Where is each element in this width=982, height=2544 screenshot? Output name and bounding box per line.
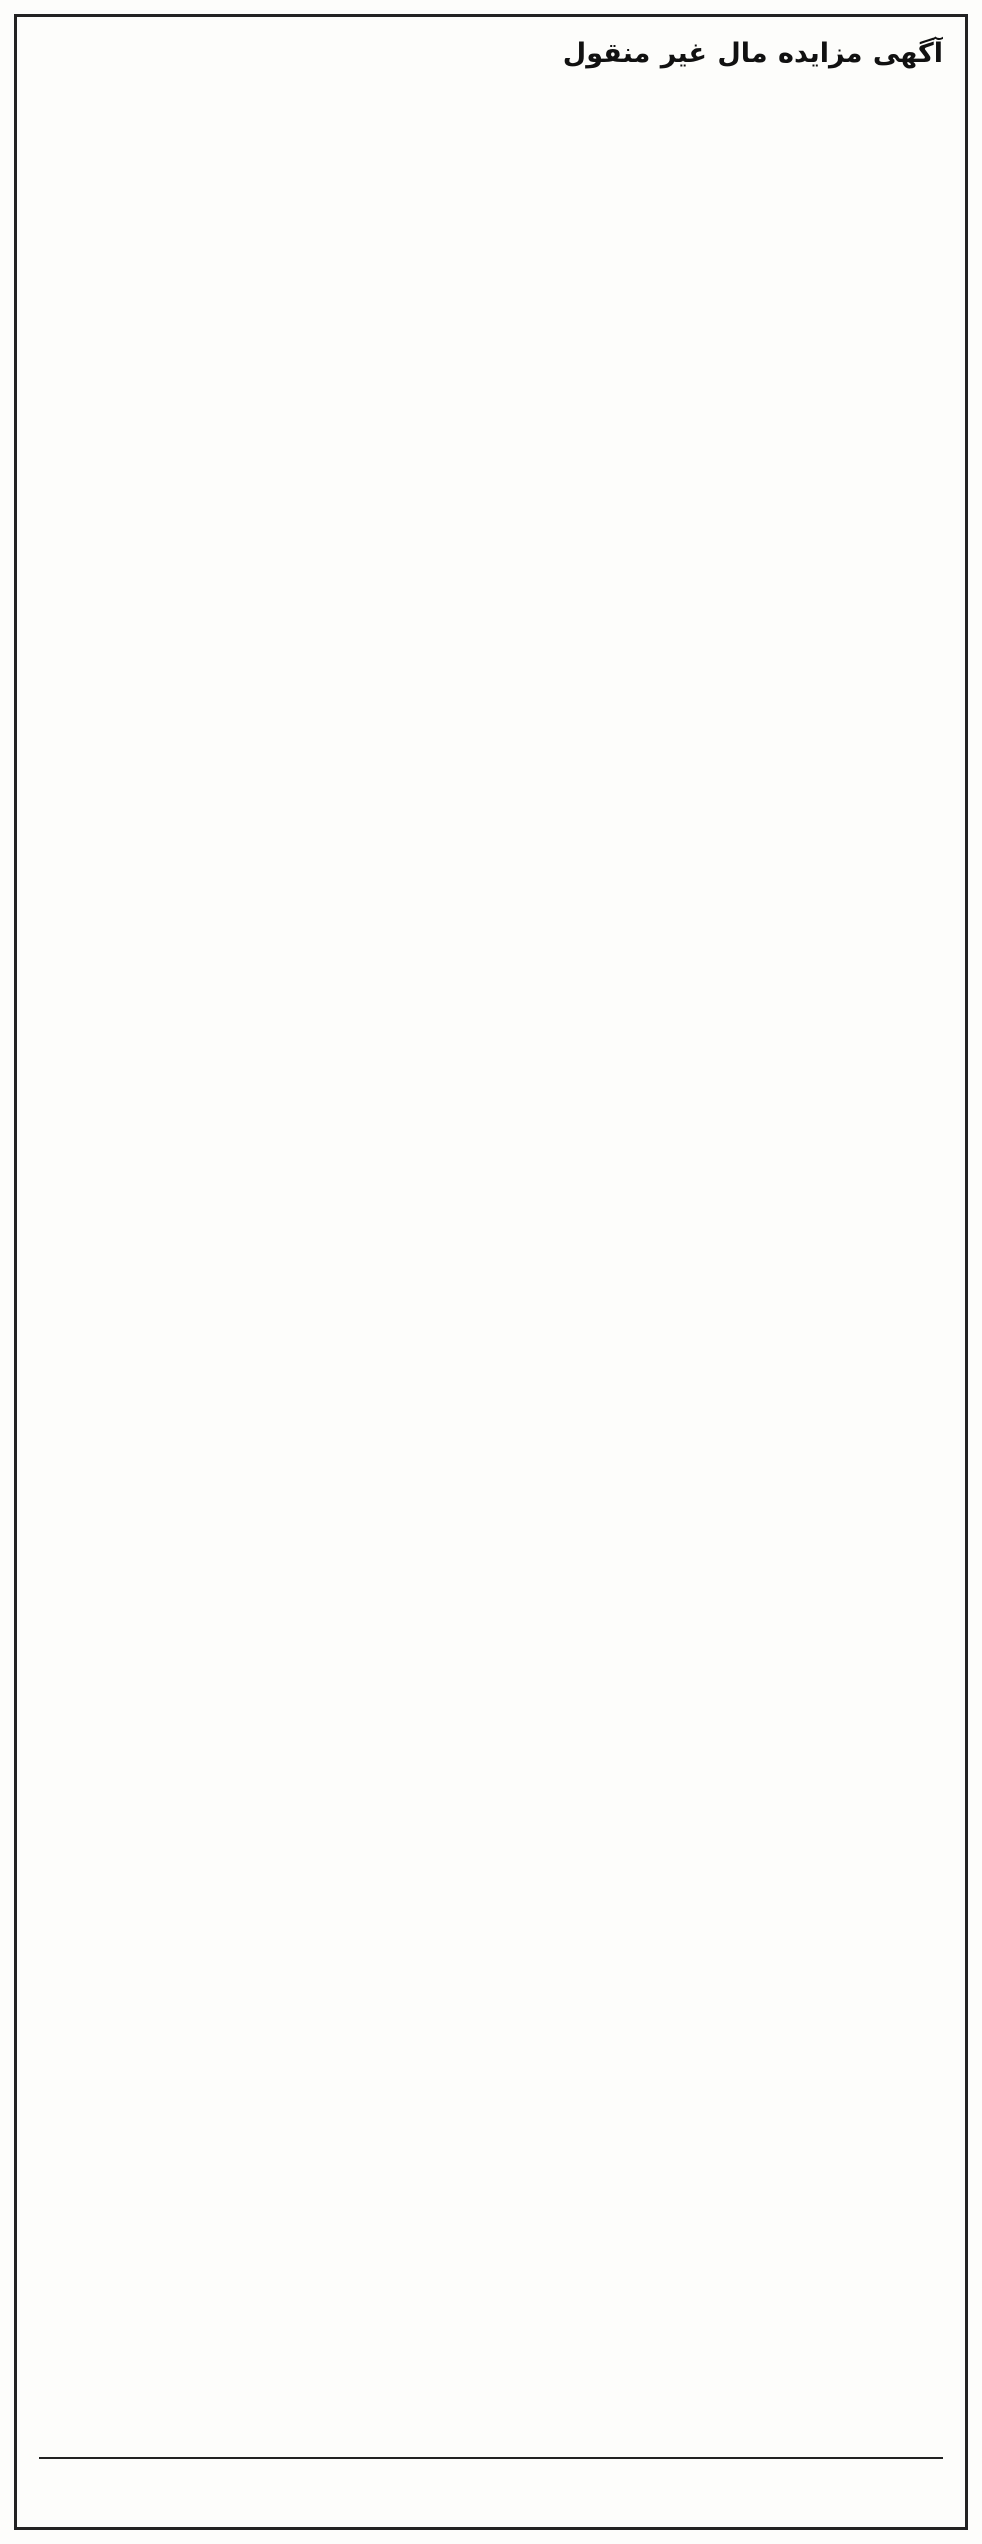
notice-frame: [14, 14, 968, 2530]
notice-text: [39, 35, 943, 2451]
notice-footer: [39, 2457, 943, 2513]
notice-title: آگهی مزایده مال غیر منقول: [562, 38, 943, 69]
